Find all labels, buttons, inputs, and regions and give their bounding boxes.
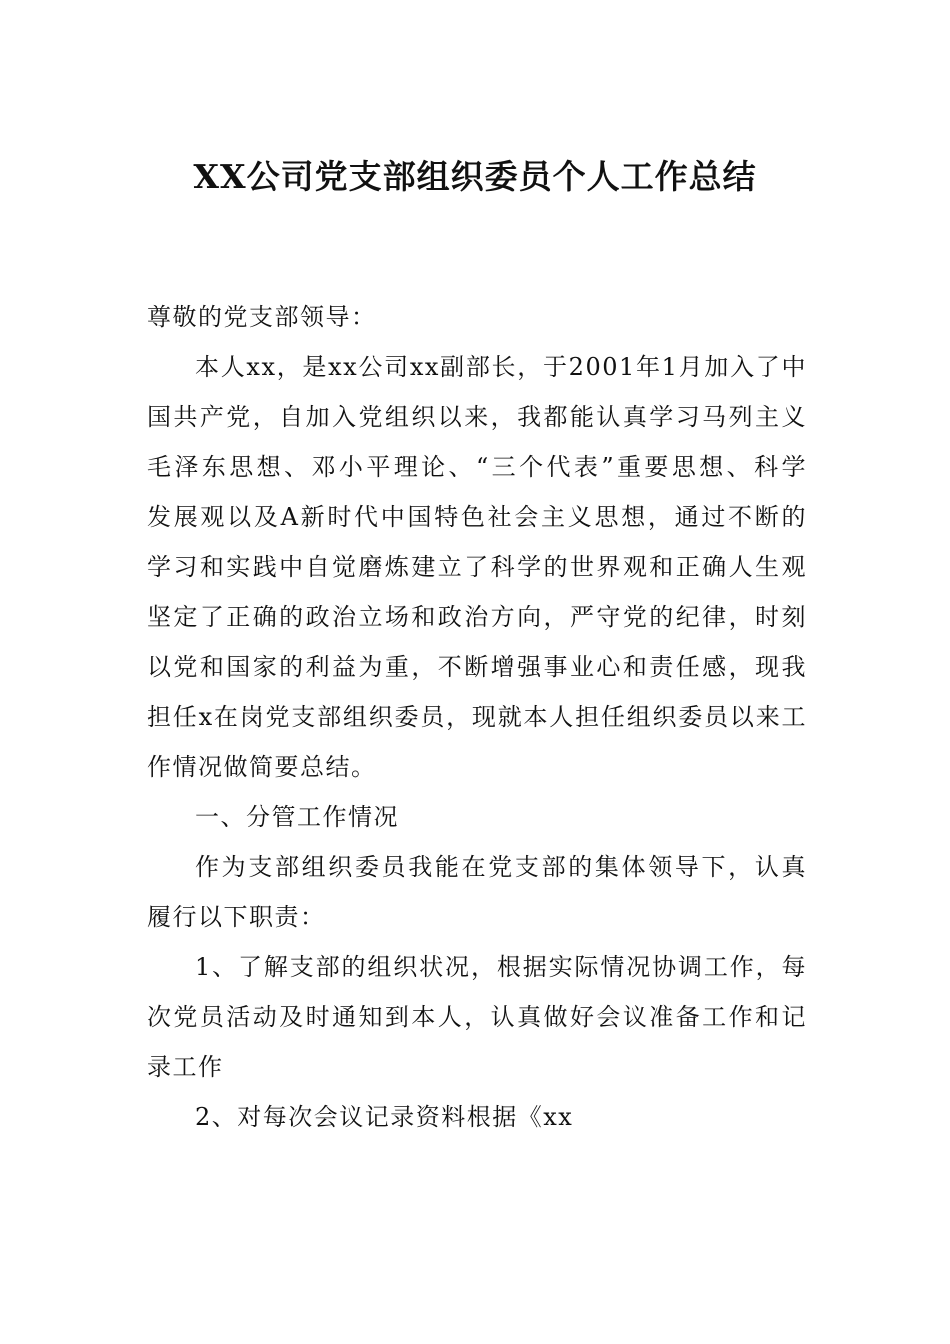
paragraph-line: 以党和国家的利益为重，不断增强事业心和责任感，现我 — [147, 653, 807, 681]
list-item-line: 录工作 — [147, 1053, 224, 1081]
list-item-line: 1、了解支部的组织状况，根据实际情况协调工作，每 — [195, 953, 807, 981]
paragraph-line: 学习和实践中自觉磨炼建立了科学的世界观和正确人生观 — [147, 553, 807, 581]
paragraph-line: 作情况做简要总结。 — [147, 753, 377, 781]
document-title: XX公司党支部组织委员个人工作总结 — [193, 157, 757, 196]
paragraph-line: 坚定了正确的政治立场和政治方向，严守党的纪律，时刻 — [147, 603, 807, 631]
paragraph-line: 发展观以及A新时代中国特色社会主义思想，通过不断的 — [147, 503, 807, 531]
list-item-line: 2、对每次会议记录资料根据《xx — [195, 1103, 574, 1131]
paragraph-line: 履行以下职责： — [147, 903, 326, 931]
paragraph-line: 毛泽东思想、邓小平理论、“三个代表”重要思想、科学 — [147, 453, 807, 481]
salutation: 尊敬的党支部领导： — [147, 303, 377, 331]
list-item-line: 次党员活动及时通知到本人，认真做好会议准备工作和记 — [147, 1003, 807, 1031]
paragraph-line: 本人xx，是xx公司xx副部长，于2001年1月加入了中 — [195, 353, 807, 381]
paragraph-line: 国共产党，自加入党组织以来，我都能认真学习马列主义 — [147, 403, 807, 431]
paragraph-line: 作为支部组织委员我能在党支部的集体领导下，认真 — [195, 853, 807, 881]
paragraph-line: 担任x在岗党支部组织委员，现就本人担任组织委员以来工 — [147, 703, 807, 731]
section-heading: 一、分管工作情况 — [195, 803, 399, 831]
